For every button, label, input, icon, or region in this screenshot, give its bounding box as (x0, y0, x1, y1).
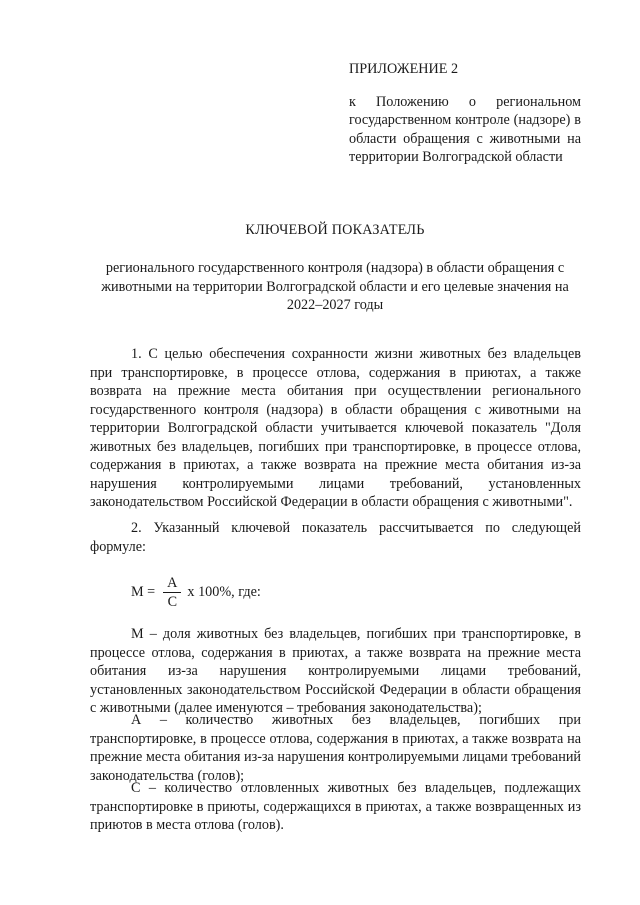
appendix-reference: к Положению о региональном государственном контроле (надзоре) в области обращения с животными на территории Волгоградской области (349, 93, 581, 165)
formula-numerator: А (163, 575, 181, 593)
formula (131, 572, 261, 612)
formula-lhs: М = (131, 583, 156, 600)
document-subtitle: регионального государственного контроля (надзора) в области обращения с животными на территории Волгоградской области и его целевые значения на 2022–2027 годы (101, 260, 569, 313)
formula-fraction (163, 575, 181, 610)
appendix-block (349, 60, 581, 167)
definition-m: М – доля животных без владельцев, погибших при транспортировке, в процессе отлова, содержания в приютах, а также возврата на прежние места обитания из-за нарушения контролируемыми лицами требований, установленных законодательством Российской Федерации в области обращения с животными (далее именуются – требования законодательства); (90, 626, 581, 716)
formula-denominator: С (167, 593, 178, 610)
formula-rhs: х 100%, где: (187, 583, 261, 600)
definition-c: С – количество отловленных животных без владельцев, подлежащих транспортировке в приюты, содержащихся в приютах, а также возвращенных из приютов в места отлова (голов). (90, 780, 581, 833)
paragraph-formula-intro: 2. Указанный ключевой показатель рассчитывается по следующей формуле: (90, 520, 581, 555)
definition-a: А – количество животных без владельцев, погибших при транспортировке, в процессе отлова, содержания в приютах, а также возврата на прежние места обитания из-за нарушения контролируемыми лицами требований законодательства (голов); (90, 712, 581, 784)
appendix-number: ПРИЛОЖЕНИЕ 2 (349, 61, 459, 77)
document-title: КЛЮЧЕВОЙ ПОКАЗАТЕЛЬ (245, 222, 425, 238)
paragraph-purpose: 1. С целью обеспечения сохранности жизни животных без владельцев при транспортировке, в процессе отлова, содержания в приютах, а также возврата на прежние места обитания при осуществлении регионального государственного контроля (надзора) в области обращения с животными на территории Волгоградской области учитывается ключевой показатель "Доля животных без владельцев, погибших при транспортировке, в процессе отлова, содержания в приютах, а также возврата на прежние места обитания из-за нарушения контролируемыми лицами требований, установленных законодательством Российской Федерации в области обращения с животными". (90, 346, 581, 510)
